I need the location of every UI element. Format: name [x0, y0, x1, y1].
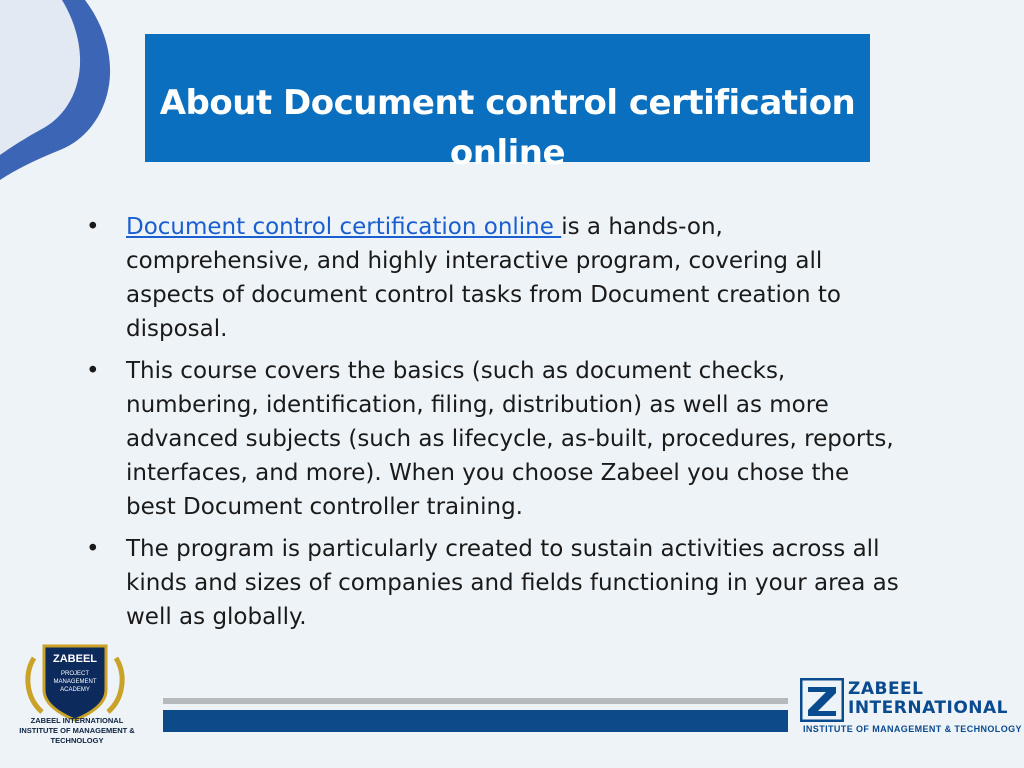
footer-divider: [163, 698, 788, 704]
bullet-text-2: This course covers the basics (such as document checks, numbering, identification, filing, distribution) as well as more advanced subjects (such as lifecycle, as-built, procedures, reports, interfaces, and more). When you choose Zabeel you chose the best Document controller training.: [126, 358, 894, 520]
academy-caption: [2, 716, 152, 746]
bullet-text-3: The program is particularly created to sustain activities across all kinds and sizes of companies and fields functioning in your area as well as globally.: [126, 536, 899, 630]
bullet-item-2: [86, 354, 906, 524]
brand-name: [848, 680, 1008, 718]
academy-caption-line-1: ZABEEL INTERNATIONAL: [30, 716, 124, 725]
brand-line-2: INTERNATIONAL: [848, 698, 1009, 718]
slide-title: About Document control certification online: [159, 83, 856, 173]
footer-bar: [163, 710, 788, 732]
bullet-text-1: is a hands-on, comprehensive, and highly interactive program, covering all aspects of document control tasks from Document creation to disposal.: [126, 214, 841, 342]
bullet-list: [86, 210, 906, 642]
brand-subtitle: INSTITUTE OF MANAGEMENT & TECHNOLOGY: [803, 724, 1022, 734]
seal-text-3: MANAGEMENT: [53, 679, 97, 685]
seal-text-4: ACADEMY: [60, 687, 90, 693]
bullet-icon: •: [86, 536, 100, 562]
bullet-icon: •: [86, 214, 100, 240]
academy-caption-line-2: INSTITUTE OF MANAGEMENT & TECHNOLOGY: [19, 726, 135, 745]
bullet-item-1: [86, 210, 906, 346]
seal-text-1: ZABEEL: [53, 653, 97, 665]
seal-text-2: PROJECT: [60, 671, 90, 677]
zabeel-z-logo-icon: [800, 678, 844, 722]
course-link[interactable]: Document control certification online: [126, 214, 562, 240]
academy-seal-logo: [20, 640, 130, 722]
bullet-item-3: [86, 532, 906, 634]
bullet-icon: •: [86, 358, 100, 384]
brand-line-1: ZABEEL: [848, 679, 924, 699]
